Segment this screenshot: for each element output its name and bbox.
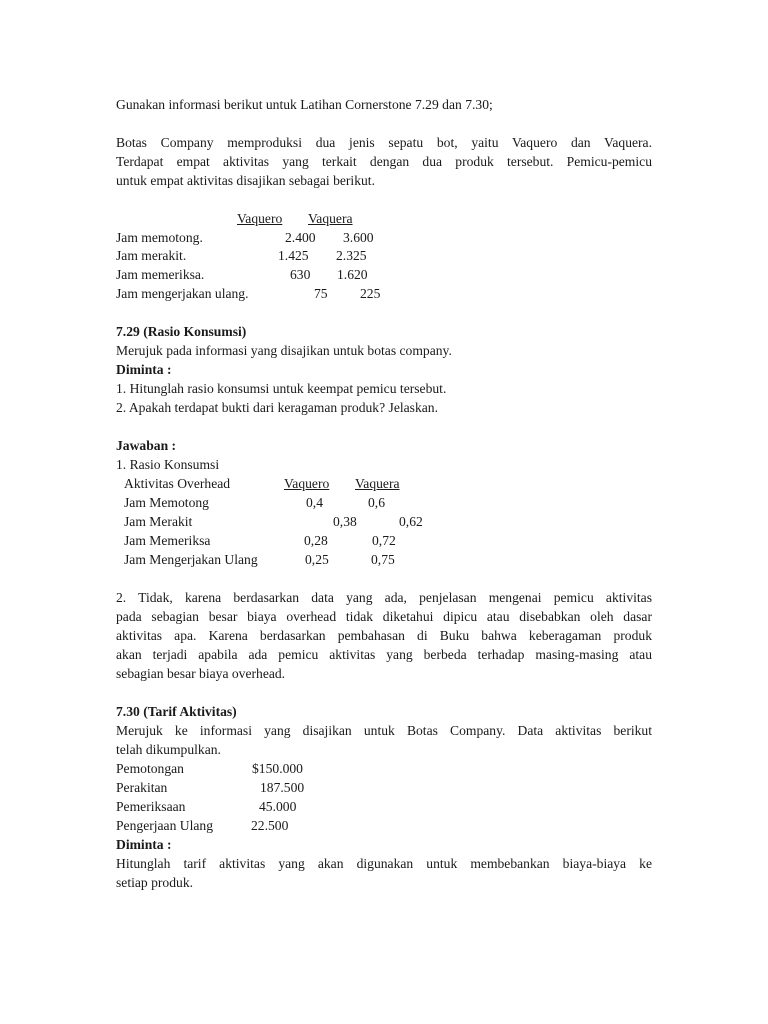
ratio-row-label: Jam Merakit — [124, 514, 193, 529]
cost-value: 187.500 — [260, 780, 305, 795]
driver-row-vaquera: 225 — [360, 286, 381, 301]
section-730-intro-line: telah dikumpulkan. — [116, 742, 221, 757]
answer-label: Jawaban : — [116, 438, 177, 453]
cost-value: $150.000 — [252, 761, 303, 776]
driver-row-label: Jam memotong. — [116, 230, 203, 245]
driver-row-label: Jam memeriksa. — [116, 267, 205, 282]
driver-row-vaquero: 75 — [314, 286, 328, 301]
ratio-row-vaquero: 0,4 — [306, 495, 323, 510]
ratio-row-vaquera: 0,75 — [371, 552, 395, 567]
ratio-header-vaquero: Vaquero — [284, 476, 330, 491]
answer-item2-line: 2. Tidak, karena berdasarkan data yang ada, penjelasan mengenai pemicu aktivitas — [116, 590, 652, 605]
answer-item2-line: pada sebagian besar biaya overhead tidak diketahui dipicu atau disebabkan oleh dasar — [116, 609, 652, 624]
section-729-intro: Merujuk pada informasi yang disajikan untuk botas company. — [116, 343, 452, 358]
driver-header-vaquero: Vaquero — [237, 211, 283, 226]
cost-label: Pemotongan — [116, 761, 184, 776]
section-730-task-line: setiap produk. — [116, 875, 194, 890]
ratio-row-label: Jam Memeriksa — [124, 533, 211, 548]
cost-label: Perakitan — [116, 780, 168, 795]
ratio-row-vaquera: 0,62 — [399, 514, 423, 529]
cost-value: 45.000 — [259, 799, 297, 814]
ratio-row-vaquero: 0,25 — [305, 552, 329, 567]
driver-row-label: Jam mengerjakan ulang. — [116, 286, 249, 301]
ratio-header-vaquera: Vaquera — [355, 476, 400, 491]
cost-label: Pengerjaan Ulang — [116, 818, 214, 833]
ratio-row-vaquero: 0,38 — [333, 514, 357, 529]
section-730-diminta: Diminta : — [116, 837, 172, 852]
section-730-task-line: Hitunglah tarif aktivitas yang akan digunakan untuk membebankan biaya-biaya ke — [116, 856, 652, 871]
description-line: Terdapat empat aktivitas yang terkait dengan dua produk tersebut. Pemicu-pemicu — [116, 154, 652, 169]
intro-text: Gunakan informasi berikut untuk Latihan Cornerstone 7.29 dan 7.30; — [116, 97, 493, 112]
ratio-row-vaquera: 0,72 — [372, 533, 396, 548]
description-line: Botas Company memproduksi dua jenis sepatu bot, yaitu Vaquero dan Vaquera. — [116, 135, 652, 150]
section-730-intro-line: Merujuk ke informasi yang disajikan untuk Botas Company. Data aktivitas berikut — [116, 723, 652, 738]
driver-row-vaquera: 3.600 — [343, 230, 374, 245]
cost-label: Pemeriksaan — [116, 799, 186, 814]
section-729-question: 2. Apakah terdapat bukti dari keragaman produk? Jelaskan. — [116, 400, 438, 415]
driver-row-label: Jam merakit. — [116, 248, 187, 263]
cost-value: 22.500 — [251, 818, 289, 833]
driver-row-vaquero: 2.400 — [285, 230, 316, 245]
section-729-diminta: Diminta : — [116, 362, 172, 377]
description-line: untuk empat aktivitas disajikan sebagai berikut. — [116, 173, 375, 188]
answer-item2-line: sebagian besar biaya overhead. — [116, 666, 286, 681]
section-729-question: 1. Hitunglah rasio konsumsi untuk keempat pemicu tersebut. — [116, 381, 447, 396]
driver-header-vaquera: Vaquera — [308, 211, 353, 226]
answer-item1-title: 1. Rasio Konsumsi — [116, 457, 220, 472]
section-729-title: 7.29 (Rasio Konsumsi) — [116, 324, 247, 339]
ratio-row-label: Jam Mengerjakan Ulang — [124, 552, 258, 567]
answer-item2-line: akan terjadi apabila ada pemicu aktivitas yang berbeda terhadap masing-masing atau — [116, 647, 652, 662]
driver-row-vaquera: 2.325 — [336, 248, 367, 263]
driver-row-vaquero: 1.425 — [278, 248, 309, 263]
ratio-row-vaquera: 0,6 — [368, 495, 385, 510]
driver-row-vaquera: 1.620 — [337, 267, 368, 282]
section-730-title: 7.30 (Tarif Aktivitas) — [116, 704, 237, 719]
driver-row-vaquero: 630 — [290, 267, 311, 282]
ratio-header-label: Aktivitas Overhead — [124, 476, 231, 491]
answer-item2-line: aktivitas apa. Karena berdasarkan pembahasan di Buku bahwa keberagaman produk — [116, 628, 652, 643]
ratio-row-label: Jam Memotong — [124, 495, 209, 510]
ratio-row-vaquero: 0,28 — [304, 533, 328, 548]
